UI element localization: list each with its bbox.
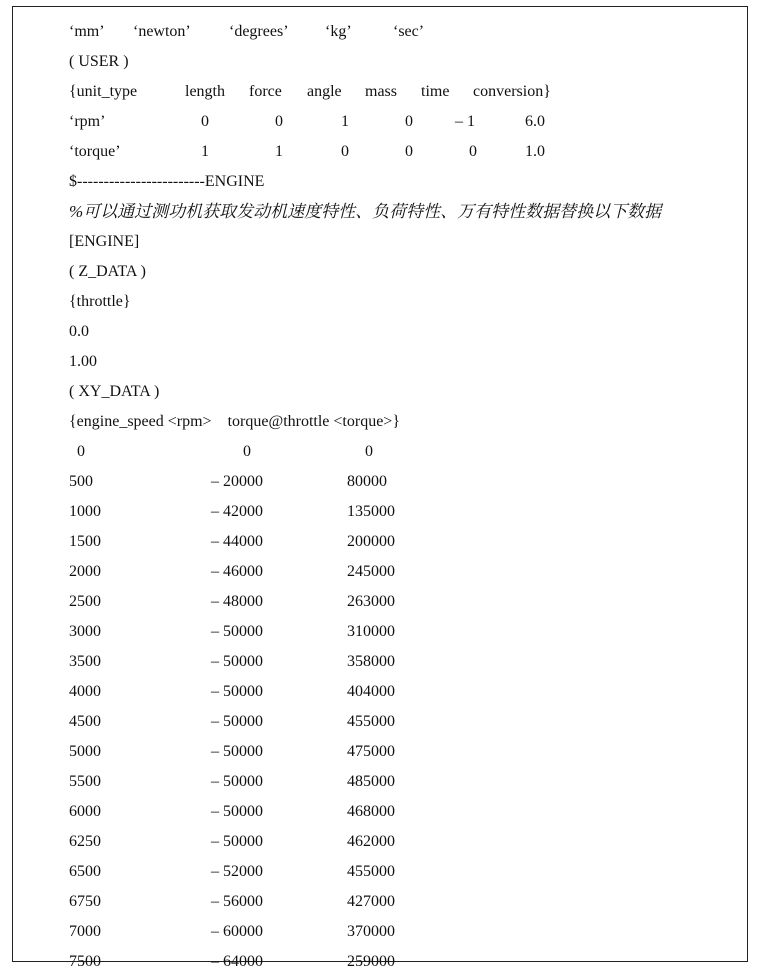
row-time: – 1 (455, 113, 475, 130)
chinese-comment: %可以通过测功机获取发动机速度特性、负荷特性、万有特性数据替换以下数据 (69, 202, 662, 221)
unit-newton: ‘newton’ (133, 23, 191, 40)
torque-throttle-1-cell: 263000 (347, 593, 395, 610)
torque-throttle-1-cell: 455000 (347, 713, 395, 730)
row-unit-name: ‘torque’ (69, 143, 121, 160)
torque-throttle-1-cell: 310000 (347, 623, 395, 640)
torque-throttle-0-cell: – 50000 (211, 713, 263, 730)
unit-kg: ‘kg’ (325, 23, 352, 40)
engine-speed-cell: 6000 (69, 803, 101, 820)
engine-speed-cell: 1000 (69, 503, 101, 520)
engine-speed-cell: 6500 (69, 863, 101, 880)
torque-throttle-0-cell: – 50000 (211, 683, 263, 700)
engine-speed-cell: 7500 (69, 953, 101, 970)
user-row-torque (69, 137, 545, 167)
header-unit-type: {unit_type (69, 83, 138, 100)
engine-speed-cell: 3500 (69, 653, 101, 670)
row-unit-name: ‘rpm’ (69, 113, 106, 130)
torque-throttle-1-cell: 259000 (347, 953, 395, 970)
engine-speed-cell: 4500 (69, 713, 101, 730)
torque-throttle-0-cell: – 46000 (211, 563, 263, 580)
torque-throttle-1-cell: 475000 (347, 743, 395, 760)
torque-throttle-0-cell: – 44000 (211, 533, 263, 550)
document-frame (12, 6, 748, 970)
torque-throttle-0-cell: – 60000 (211, 923, 263, 940)
torque-throttle-0-cell: – 50000 (211, 773, 263, 790)
units-line (69, 17, 425, 47)
xy-data-heading: ( XY_DATA ) (69, 383, 160, 400)
row-mass: 0 (405, 143, 413, 160)
torque-throttle-1-cell: 245000 (347, 563, 395, 580)
row-angle: 1 (341, 113, 349, 130)
header-mass: mass (365, 83, 397, 100)
unit-sec: ‘sec’ (393, 23, 425, 40)
row-conversion: 1.0 (525, 143, 545, 160)
header-time: time (421, 83, 450, 100)
header-angle: angle (307, 83, 342, 100)
engine-block-heading: [ENGINE] (69, 233, 140, 250)
torque-throttle-0-cell: – 42000 (211, 503, 263, 520)
z-value: 0.0 (69, 323, 89, 340)
engine-speed-cell: 500 (69, 473, 93, 490)
row-length: 1 (201, 143, 209, 160)
torque-throttle-0-cell: – 50000 (211, 623, 263, 640)
row-force: 1 (275, 143, 283, 160)
torque-throttle-1-cell: 370000 (347, 923, 395, 940)
torque-throttle-0-cell: – 50000 (211, 743, 263, 760)
torque-throttle-1-cell: 80000 (347, 473, 387, 490)
engine-speed-cell: 1500 (69, 533, 101, 550)
torque-throttle-1-cell: 404000 (347, 683, 395, 700)
torque-throttle-0-cell: – 64000 (211, 953, 263, 970)
torque-throttle-0-cell: – 50000 (211, 803, 263, 820)
torque-throttle-0-cell: – 50000 (211, 653, 263, 670)
torque-throttle-1-cell: 427000 (347, 893, 395, 910)
unit-degrees: ‘degrees’ (229, 23, 289, 40)
engine-speed-cell: 2000 (69, 563, 101, 580)
torque-throttle-1-cell: 358000 (347, 653, 395, 670)
user-table-header (69, 77, 551, 107)
unit-mm: ‘mm’ (69, 23, 105, 40)
torque-throttle-0-cell: – 48000 (211, 593, 263, 610)
torque-throttle-1-cell: 468000 (347, 803, 395, 820)
xy-data-header: {engine_speed <rpm> torque@throttle <torque>} (69, 413, 400, 430)
torque-throttle-1-cell: 485000 (347, 773, 395, 790)
engine-speed-cell: 6250 (69, 833, 101, 850)
engine-speed-cell: 6750 (69, 893, 101, 910)
torque-throttle-1-cell: 135000 (347, 503, 395, 520)
torque-throttle-0-cell: 0 (243, 443, 251, 460)
torque-throttle-1-cell: 455000 (347, 863, 395, 880)
torque-throttle-0-cell: – 20000 (211, 473, 263, 490)
header-length: length (185, 83, 225, 100)
user-block-heading: ( USER ) (69, 53, 129, 70)
torque-throttle-1-cell: 0 (365, 443, 373, 460)
engine-speed-cell: 4000 (69, 683, 101, 700)
row-mass: 0 (405, 113, 413, 130)
z-value: 1.00 (69, 353, 97, 370)
engine-speed-cell: 7000 (69, 923, 101, 940)
row-time: 0 (469, 143, 477, 160)
engine-separator: $------------------------ENGINE (69, 173, 265, 190)
row-force: 0 (275, 113, 283, 130)
row-length: 0 (201, 113, 209, 130)
engine-speed-cell: 5500 (69, 773, 101, 790)
header-conversion: conversion} (473, 83, 551, 100)
engine-speed-cell: 2500 (69, 593, 101, 610)
row-conversion: 6.0 (525, 113, 545, 130)
engine-speed-cell: 5000 (69, 743, 101, 760)
torque-throttle-0-cell: – 52000 (211, 863, 263, 880)
torque-throttle-0-cell: – 56000 (211, 893, 263, 910)
user-row-rpm (69, 107, 545, 137)
row-angle: 0 (341, 143, 349, 160)
torque-throttle-0-cell: – 50000 (211, 833, 263, 850)
engine-speed-cell: 3000 (69, 623, 101, 640)
header-force: force (249, 83, 282, 100)
torque-throttle-1-cell: 200000 (347, 533, 395, 550)
z-data-heading: ( Z_DATA ) (69, 263, 146, 280)
engine-speed-cell: 0 (73, 443, 85, 460)
z-data-header: {throttle} (69, 293, 131, 310)
torque-throttle-1-cell: 462000 (347, 833, 395, 850)
